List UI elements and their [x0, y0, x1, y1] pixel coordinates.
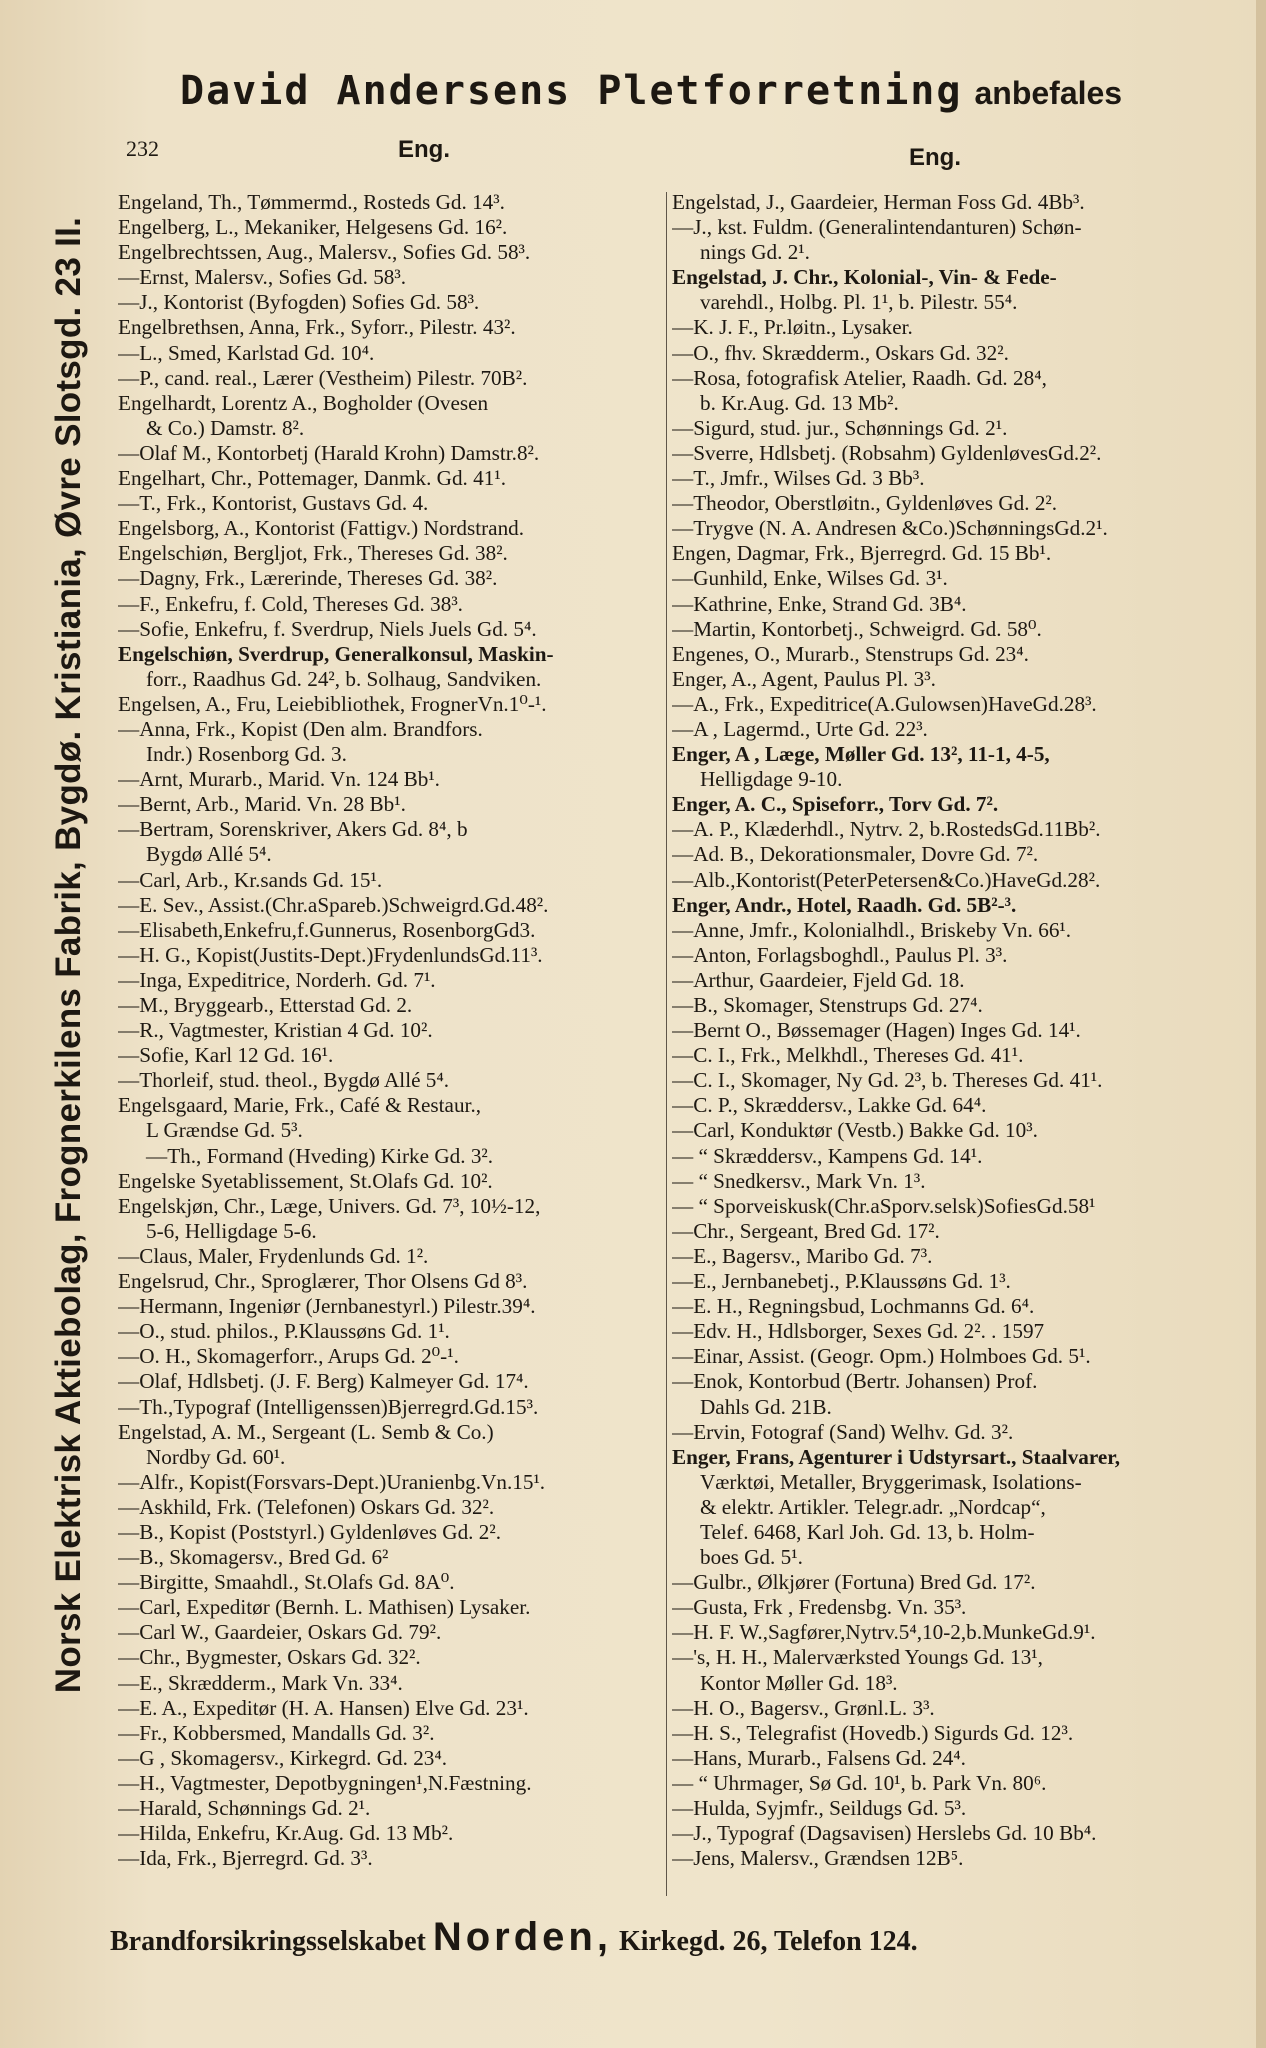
directory-entry: —Hulda, Syjmfr., Seildugs Gd. 5³. [672, 1796, 967, 1820]
banner-main-text: David Andersens Pletforretning [180, 68, 963, 114]
directory-entry: —Jens, Malersv., Grændsen 12B⁵. [672, 1846, 964, 1871]
directory-entry: —Gulbr., Ølkjører (Fortuna) Bred Gd. 17². [672, 1570, 1036, 1595]
directory-entry: —Martin, Kontorbetj., Schweigrd. Gd. 58⁰. [672, 616, 1042, 641]
directory-entry: Kontor Møller Gd. 18³. [700, 1670, 898, 1695]
directory-entry: & elektr. Artikler. Telegr.adr. „Nordcap“, [700, 1494, 1046, 1519]
directory-entry: —O., stud. philos., P.Klaussøns Gd. 1¹. [118, 1319, 450, 1344]
left-column-heading: Eng. [398, 136, 450, 163]
banner-tail-text: anbefales [974, 75, 1123, 111]
directory-entry: —Ida, Frk., Bjerregrd. Gd. 3³. [118, 1846, 373, 1871]
directory-entry: —Gunhild, Enke, Wilses Gd. 3¹. [672, 566, 948, 591]
directory-entry: —Trygve (N. A. Andresen &Co.)SchønningsGd.2¹. [672, 516, 1108, 541]
directory-entry: —O., fhv. Skrædderm., Oskars Gd. 32². [672, 340, 1009, 365]
directory-entry: —F., Enkefru, f. Cold, Thereses Gd. 38³. [118, 591, 463, 616]
directory-entry: Engelbrechtssen, Aug., Malersv., Sofies Gd. 58³. [118, 240, 531, 265]
right-column [672, 190, 1244, 1871]
directory-entry: —Anna, Frk., Kopist (Den alm. Brandfors. [118, 716, 483, 741]
directory-entry: —Arthur, Gaardeier, Fjeld Gd. 18. [672, 967, 965, 992]
directory-entry: —Sverre, Hdlsbetj. (Robsahm) GyldenløvesGd.2². [672, 440, 1102, 465]
directory-entry: Engelhart, Chr., Pottemager, Danmk. Gd. 41¹. [118, 466, 506, 491]
directory-entry: —Einar, Assist. (Geogr. Opm.) Holmboes Gd. 5¹. [672, 1344, 1091, 1369]
directory-entry: Helligdage 9-10. [700, 767, 843, 792]
directory-entry: —Rosa, fotografisk Atelier, Raadh. Gd. 28⁴, [672, 365, 1047, 390]
directory-entry: —Kathrine, Enke, Strand Gd. 3B⁴. [672, 591, 967, 616]
directory-entry: —Thorleif, stud. theol., Bygdø Allé 5⁴. [118, 1068, 450, 1093]
directory-entry: Engelsborg, A., Kontorist (Fattigv.) Nordstrand. [118, 516, 525, 541]
directory-entry: Dahls Gd. 21B. [700, 1394, 832, 1419]
directory-entry: —Claus, Maler, Frydenlunds Gd. 1². [118, 1243, 429, 1268]
directory-entry: — “ Sporveiskusk(Chr.aSporv.selsk)SofiesGd.58¹ [672, 1193, 1096, 1218]
directory-entry: —M., Bryggearb., Etterstad Gd. 2. [118, 993, 413, 1017]
directory-entry: Engen, Dagmar, Frk., Bjerregrd. Gd. 15 Bb¹. [672, 541, 1052, 566]
directory-entry: —Alfr., Kopist(Forsvars-Dept.)Uranienbg.Vn.15¹. [118, 1469, 546, 1494]
directory-entry: —R., Vagtmester, Kristian 4 Gd. 10². [118, 1018, 433, 1043]
directory-entry: boes Gd. 5¹. [700, 1545, 803, 1570]
directory-entry: —Carl, Expeditør (Bernh. L. Mathisen) Lysaker. [118, 1595, 531, 1620]
directory-entry: Nordby Gd. 60¹. [146, 1444, 286, 1469]
directory-entry: —T., Frk., Kontorist, Gustavs Gd. 4. [118, 491, 429, 516]
directory-entry: —Th., Formand (Hveding) Kirke Gd. 3². [146, 1143, 494, 1168]
directory-entry: —Chr., Bygmester, Oskars Gd. 32². [118, 1645, 421, 1670]
directory-entry: —B., Skomager, Stenstrups Gd. 27⁴. [672, 993, 983, 1017]
directory-entry: —H., Vagtmester, Depotbygningen¹,N.Fæstning. [118, 1770, 532, 1795]
directory-entry: —Dagny, Frk., Lærerinde, Thereses Gd. 38². [118, 566, 498, 591]
directory-entry: —E. H., Regningsbud, Lochmanns Gd. 6⁴. [672, 1294, 1035, 1319]
directory-entry: —'s, H. H., Malerværksted Youngs Gd. 13¹, [672, 1645, 1043, 1670]
directory-entry: Engelberg, L., Mekaniker, Helgesens Gd. 16². [118, 215, 508, 240]
directory-entry: —Hilda, Enkefru, Kr.Aug. Gd. 13 Mb². [118, 1821, 454, 1846]
directory-entry: Engelbrethsen, Anna, Frk., Syforr., Pilestr. 43². [118, 315, 516, 340]
directory-entry: —Gusta, Frk , Fredensbg. Vn. 35³. [672, 1595, 967, 1620]
directory-entry: forr., Raadhus Gd. 24², b. Solhaug, Sandviken. [146, 666, 542, 691]
directory-entry: Enger, A. C., Spiseforr., Torv Gd. 7². [672, 792, 999, 817]
directory-entry: Engelstad, J. Chr., Kolonial-, Vin- & Fede- [672, 265, 1057, 290]
directory-entry: —Chr., Sergeant, Bred Gd. 17². [672, 1218, 940, 1243]
directory-entry: —E., Bagersv., Maribo Gd. 7³. [672, 1243, 933, 1268]
right-column-heading: Eng. [909, 144, 961, 171]
directory-entry: Bygdø Allé 5⁴. [146, 842, 272, 867]
directory-entry: — “ Skræddersv., Kampens Gd. 14¹. [672, 1143, 983, 1168]
directory-entry: —Anne, Jmfr., Kolonialhdl., Briskeby Vn. 66¹. [672, 917, 1072, 942]
directory-entry: nings Gd. 2¹. [700, 240, 810, 265]
directory-entry: —Alb.,Kontorist(PeterPetersen&Co.)HaveGd.28². [672, 867, 1101, 892]
directory-entry: Engelstad, A. M., Sergeant (L. Semb & Co.) [118, 1419, 494, 1444]
directory-entry: —Harald, Schønnings Gd. 2¹. [118, 1796, 371, 1820]
directory-entry: —Carl, Konduktør (Vestb.) Bakke Gd. 10³. [672, 1118, 1038, 1143]
directory-entry: —C. P., Skræddersv., Lakke Gd. 64⁴. [672, 1093, 987, 1118]
directory-entry: Engelstad, J., Gaardeier, Herman Foss Gd. 4Bb³. [672, 190, 1085, 214]
directory-entry: —B., Skomagersv., Bred Gd. 6² [118, 1545, 389, 1570]
directory-entry: —A., Frk., Expeditrice(A.Gulowsen)HaveGd.28³. [672, 691, 1097, 716]
footer-company-name: Norden, [432, 1915, 612, 1959]
directory-entry: Enger, A., Agent, Paulus Pl. 3³. [672, 666, 936, 691]
directory-entry: Engeland, Th., Tømmermd., Rosteds Gd. 14³. [118, 190, 505, 214]
top-advertisement [180, 68, 1180, 114]
directory-entry: —E. Sev., Assist.(Chr.aSpareb.)Schweigrd.Gd.48². [118, 892, 549, 917]
directory-entry: —G , Skomagersv., Kirkegrd. Gd. 23⁴. [118, 1745, 448, 1770]
directory-entry: —Hans, Murarb., Falsens Gd. 24⁴. [672, 1745, 966, 1770]
directory-entry: —E., Jernbanebetj., P.Klaussøns Gd. 1³. [672, 1269, 1011, 1294]
directory-entry: Indr.) Rosenborg Gd. 3. [146, 742, 347, 767]
directory-entry: varehdl., Holbg. Pl. 1¹, b. Pilestr. 55⁴. [700, 290, 1018, 315]
directory-entry: —Carl, Arb., Kr.sands Gd. 15¹. [118, 867, 383, 892]
footer-address: Kirkegd. 26, Telefon 124. [618, 1926, 918, 1957]
column-divider [666, 192, 667, 1896]
side-advertisement-text: Norsk Elektrisk Aktiebolag, Frognerkilens Fabrik, Bygdø. Kristiania, Øvre Slotsgd. 23 II. [49, 216, 88, 1694]
directory-entry: Værktøi, Metaller, Bryggerimask, Isolations- [700, 1469, 1082, 1494]
directory-entry: —Ad. B., Dekorationsmaler, Dovre Gd. 7². [672, 842, 1039, 867]
directory-entry: —Ernst, Malersv., Sofies Gd. 58³. [118, 265, 407, 290]
directory-entry: —Fr., Kobbersmed, Mandalls Gd. 3². [118, 1720, 435, 1745]
directory-entry: —Edv. H., Hdlsborger, Sexes Gd. 2². . 1597 [672, 1319, 1045, 1344]
directory-entry: — “ Snedkersv., Mark Vn. 1³. [672, 1168, 926, 1193]
directory-entry: —Bernt O., Bøssemager (Hagen) Inges Gd. 14¹. [672, 1018, 1081, 1043]
directory-entry: b. Kr.Aug. Gd. 13 Mb². [700, 390, 899, 415]
directory-entry: Engenes, O., Murarb., Stenstrups Gd. 23⁴. [672, 641, 1029, 666]
directory-entry: —Elisabeth,Enkefru,f.Gunnerus, RosenborgGd3. [118, 917, 536, 942]
page-number: 232 [126, 136, 159, 161]
directory-entry: —Enok, Kontorbud (Bertr. Johansen) Prof. [672, 1369, 1038, 1394]
directory-entry: —L., Smed, Karlstad Gd. 10⁴. [118, 340, 375, 365]
directory-entry: —Arnt, Murarb., Marid. Vn. 124 Bb¹. [118, 767, 440, 792]
side-advertisement [34, 170, 104, 1740]
directory-entry: —Sigurd, stud. jur., Schønnings Gd. 2¹. [672, 415, 1008, 440]
directory-entry: Enger, Frans, Agenturer i Udstyrsart., Staalvarer, [672, 1444, 1121, 1469]
directory-entry: —H. S., Telegrafist (Hovedb.) Sigurds Gd. 12³. [672, 1720, 1074, 1745]
directory-entry: —H. F. W.,Sagfører,Nytrv.5⁴,10-2,b.MunkeGd.9¹. [672, 1620, 1096, 1645]
directory-entry: & Co.) Damstr. 8². [146, 415, 305, 440]
directory-entry: —Askhild, Frk. (Telefonen) Oskars Gd. 32². [118, 1494, 495, 1519]
left-column [118, 190, 662, 1871]
directory-entry: —Hermann, Ingeniør (Jernbanestyrl.) Pilestr.39⁴. [118, 1294, 536, 1319]
directory-entry: Engelsen, A., Fru, Leiebibliothek, FrognerVn.1⁰-¹. [118, 691, 547, 716]
directory-entry: — “ Uhrmager, Sø Gd. 10¹, b. Park Vn. 80⁶. [672, 1770, 1047, 1795]
directory-entry: Engelske Syetablissement, St.Olafs Gd. 10². [118, 1168, 493, 1193]
directory-entry: —B., Kopist (Poststyrl.) Gyldenløves Gd. 2². [118, 1519, 502, 1544]
directory-entry: —T., Jmfr., Wilses Gd. 3 Bb³. [672, 466, 925, 491]
directory-entry: Engelschiøn, Bergljot, Frk., Thereses Gd. 38². [118, 541, 508, 566]
directory-entry: —C. I., Skomager, Ny Gd. 2³, b. Thereses Gd. 41¹. [672, 1068, 1103, 1093]
bottom-advertisement [110, 1915, 1220, 1960]
directory-entry: —J., Kontorist (Byfogden) Sofies Gd. 58³. [118, 290, 480, 315]
directory-entry: —Sofie, Karl 12 Gd. 16¹. [118, 1043, 334, 1068]
directory-entry: —K. J. F., Pr.løitn., Lysaker. [672, 315, 913, 340]
directory-entry: —Anton, Forlagsboghdl., Paulus Pl. 3³. [672, 942, 1008, 967]
directory-entry: —Theodor, Oberstløitn., Gyldenløves Gd. 2². [672, 491, 1058, 516]
directory-entry: Engelhardt, Lorentz A., Bogholder (Ovesen [118, 390, 489, 415]
directory-entry: Telef. 6468, Karl Joh. Gd. 13, b. Holm- [700, 1519, 1035, 1544]
directory-entry: —Inga, Expeditrice, Norderh. Gd. 7¹. [118, 967, 436, 992]
directory-entry: —Olaf, Hdlsbetj. (J. F. Berg) Kalmeyer Gd. 17⁴. [118, 1369, 529, 1394]
directory-entry: —E. A., Expeditør (H. A. Hansen) Elve Gd. 23¹. [118, 1695, 529, 1720]
directory-entry: —O. H., Skomagerforr., Arups Gd. 2⁰-¹. [118, 1344, 459, 1369]
directory-entry: —P., cand. real., Lærer (Vestheim) Pilestr. 70B². [118, 365, 528, 390]
directory-entry: —Bertram, Sorenskriver, Akers Gd. 8⁴, b [118, 817, 468, 842]
directory-entry: —J., Typograf (Dagsavisen) Herslebs Gd. 10 Bb⁴. [672, 1821, 1097, 1846]
directory-entry: —E., Skrædderm., Mark Vn. 33⁴. [118, 1670, 403, 1695]
directory-entry: —A. P., Klæderhdl., Nytrv. 2, b.RostedsGd.11Bb². [672, 817, 1101, 842]
directory-entry: —C. I., Frk., Melkhdl., Thereses Gd. 41¹. [672, 1043, 1024, 1068]
directory-entry: —Ervin, Fotograf (Sand) Welhv. Gd. 3². [672, 1419, 1014, 1444]
directory-entry: —A , Lagermd., Urte Gd. 22³. [672, 716, 928, 741]
directory-entry: —H. O., Bagersv., Grønl.L. 3³. [672, 1695, 935, 1720]
directory-entry: L Grændse Gd. 5³. [146, 1118, 303, 1143]
directory-entry: —Olaf M., Kontorbetj (Harald Krohn) Damstr.8². [118, 440, 540, 465]
directory-entry: Engelsgaard, Marie, Frk., Café & Restaur., [118, 1093, 482, 1118]
directory-entry: —Bernt, Arb., Marid. Vn. 28 Bb¹. [118, 792, 406, 817]
directory-entry: —J., kst. Fuldm. (Generalintendanturen) Schøn- [672, 215, 1082, 240]
directory-entry: 5-6, Helligdage 5-6. [146, 1218, 317, 1243]
directory-entry: —Sofie, Enkefru, f. Sverdrup, Niels Juels Gd. 5⁴. [118, 616, 537, 641]
directory-entry: Engelsrud, Chr., Sproglærer, Thor Olsens Gd 8³. [118, 1269, 528, 1294]
directory-entry: Enger, A , Læge, Møller Gd. 13², 11-1, 4-5, [672, 742, 1050, 767]
footer-prefix: Brandforsikringsselskabet [110, 1926, 426, 1957]
directory-entry: —Carl W., Gaardeier, Oskars Gd. 79². [118, 1620, 442, 1645]
directory-entry: Enger, Andr., Hotel, Raadh. Gd. 5B²-³. [672, 892, 1017, 917]
directory-entry: Engelskjøn, Chr., Læge, Univers. Gd. 7³, 10½-12, [118, 1193, 541, 1218]
directory-entry: —Th.,Typograf (Intelligenssen)Bjerregrd.Gd.15³. [118, 1394, 539, 1419]
page-edge [1256, 0, 1266, 2048]
directory-entry: —H. G., Kopist(Justits-Dept.)FrydenlundsGd.11³. [118, 942, 543, 967]
directory-entry: —Birgitte, Smaahdl., St.Olafs Gd. 8A⁰. [118, 1570, 455, 1595]
directory-entry: Engelschiøn, Sverdrup, Generalkonsul, Maskin- [118, 641, 554, 666]
